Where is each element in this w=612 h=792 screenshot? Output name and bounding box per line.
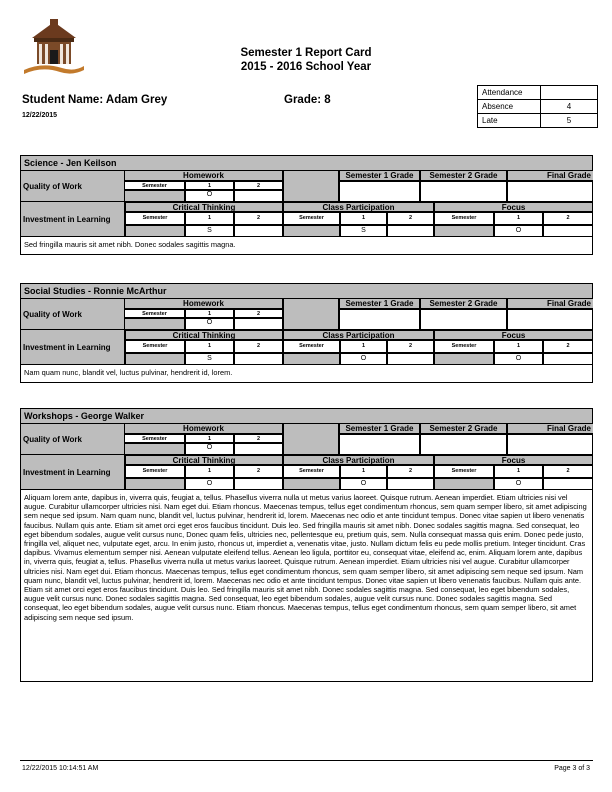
subject-title: Workshops - George Walker <box>21 409 592 424</box>
class-participation-header: Class Participation <box>283 330 434 340</box>
focus-header: Focus <box>434 330 593 340</box>
final-grade-value <box>507 434 593 455</box>
class-participation-value: O <box>340 478 387 490</box>
footer-page: Page 3 of 3 <box>554 765 590 772</box>
semester-label: Semester <box>125 309 185 318</box>
blank-cell <box>125 318 185 330</box>
semester-1-label: 1 <box>185 309 234 318</box>
semester-1-label: 1 <box>185 212 234 225</box>
semester-label: Semester <box>125 212 185 225</box>
semester-1-label: 1 <box>185 434 234 443</box>
semester-2-label: 2 <box>234 181 283 190</box>
semester2-grade-header: Semester 2 Grade <box>420 424 507 434</box>
quality-of-work-label: Quality of Work <box>21 171 125 202</box>
focus-value: O <box>494 353 543 365</box>
subject-title: Social Studies - Ronnie McArthur <box>21 284 592 299</box>
semester-1-label: 1 <box>185 181 234 190</box>
blank-cell <box>125 225 185 237</box>
grey-spacer <box>283 424 339 455</box>
grey-spacer <box>283 171 339 202</box>
focus-header: Focus <box>434 455 593 465</box>
semester-1-label: 1 <box>494 465 543 478</box>
class-participation-value: S <box>340 225 387 237</box>
semester-label: Semester <box>283 212 340 225</box>
semester1-grade-header: Semester 1 Grade <box>339 171 420 181</box>
semester-1-label: 1 <box>185 465 234 478</box>
teacher-comment: Nam quam nunc, blandit vel, luctus pulvinar, hendrerit id, lorem. <box>24 368 233 377</box>
quality-of-work-label: Quality of Work <box>21 424 125 455</box>
subject-section <box>20 408 593 682</box>
class-participation-s2-value <box>387 478 434 490</box>
semester2-grade-header: Semester 2 Grade <box>420 299 507 309</box>
homework-value: O <box>185 190 234 202</box>
final-grade-header: Final Grade <box>507 299 593 309</box>
quality-of-work-label: Quality of Work <box>21 299 125 330</box>
report-title: Semester 1 Report Card <box>240 47 372 59</box>
semester-1-label: 1 <box>340 212 387 225</box>
semester-2-label: 2 <box>543 212 593 225</box>
semester1-grade-header: Semester 1 Grade <box>339 299 420 309</box>
semester-2-label: 2 <box>234 465 283 478</box>
blank-cell <box>283 353 340 365</box>
focus-header: Focus <box>434 202 593 212</box>
investment-label: Investment in Learning <box>21 330 125 365</box>
blank-cell <box>125 353 185 365</box>
semester-2-label: 2 <box>234 340 283 353</box>
teacher-comment: Aliquam lorem ante, dapibus in, viverra quis, feugiat a, tellus. Phasellus viverra nulla ut metus varius laoreet. Quisque rutrum. Aenean imperdiet. Etiam ultricies nisi vel augue. Curabitur ullamcorper ultricies nisi. Nam eget dui. Etiam rhoncus. Maecenas tempus, tellus eget condimentum rhoncus, sem quam semper libero, sit amet adipiscing sem neque sed ipsum. Nam quam nunc, blandit vel, luctus pulvinar, hendrerit id, lorem. Maecenas nec odio et ante tincidunt tempus. Donec vitae sapien ut libero venenatis faucibus. Nullam quis ante. Etiam sit amet orci eget eros faucibus tincidunt. Duis leo. Sed fringilla mauris sit amet nibh. Donec sodales sagittis magna. Sed consequat, leo eget bibendum sodales, augue velit cursus nunc, Donec quam felis, ultricies nec, pellentesque eu, pretium quis, sem. Nulla consequat massa quis enim. Donec pede justo, fringilla vel, aliquet nec, vulputate eget, arcu. In enim justo, rhoncus ut, imperdiet a, venenatis vitae, justo. Nullam dictum felis eu pede mollis pretium. Integer tincidunt. Cras dapibus. Vivamus elementum semper nisi. Aenean vulputate eleifend tellus. Aenean leo ligula, porttitor eu, consequat vitae, eleifend ac, enim. Aliquam lorem ante, dapibus in, viverra quis, feugiat a, tellus. Phasellus viverra nulla ut metus varius laoreet. Quisque rutrum. Aenean imperdiet. Etiam ultricies nisi vel augue. Curabitur ullamcorper ultricies nisi. Nam eget dui. Etiam rhoncus. Maecenas tempus, tellus eget condimentum rhoncus, sem quam semper libero, sit amet adipiscing sem neque sed ipsum. Nam quam nunc, blandit vel, luctus pulvinar, hendrerit id, lorem. Maecenas nec odio et ante tincidunt tempus. Donec vitae sapien ut libero venenatis faucibus. Nullam quis ante. Etiam sit amet orci eget eros faucibus tincidunt. Duis leo. Sed fringilla mauris sit amet nibh. Donec sodales sagittis magna. Sed consequat, leo eget bibendum sodales, augue velit cursus nunc. Donec sodales sagittis magna. Sed consequat, leo eget bibendum sodales, augue velit cursus nunc. Donec sodales sagittis magna. Sed consequat, leo eget bibendum sodales, augue velit cursus nunc. Etiam rhoncus. Maecenas tempus, tellus eget condimentum rhoncus, sem quam semper libero, sit amet adipiscing sem neque sed ipsum. <box>24 493 587 622</box>
homework-header: Homework <box>125 171 283 181</box>
investment-label: Investment in Learning <box>21 202 125 237</box>
absence-label: Absence <box>478 100 541 114</box>
semester-label: Semester <box>125 434 185 443</box>
blank-cell <box>434 225 494 237</box>
attendance-table <box>477 85 598 128</box>
semester-label: Semester <box>125 181 185 190</box>
class-participation-value: O <box>340 353 387 365</box>
semester-2-label: 2 <box>543 465 593 478</box>
blank-cell <box>125 443 185 455</box>
semester-2-label: 2 <box>234 434 283 443</box>
blank-cell <box>125 190 185 202</box>
semester-2-label: 2 <box>543 340 593 353</box>
subject-section <box>20 283 593 383</box>
semester-2-label: 2 <box>387 212 434 225</box>
semester-2-label: 2 <box>387 465 434 478</box>
homework-s2-value <box>234 443 283 455</box>
absence-value: 4 <box>541 100 598 114</box>
critical-thinking-value: O <box>185 478 234 490</box>
grey-spacer <box>283 299 339 330</box>
semester-label: Semester <box>434 465 494 478</box>
blank-cell <box>125 478 185 490</box>
homework-value: O <box>185 318 234 330</box>
homework-header: Homework <box>125 299 283 309</box>
semester-label: Semester <box>283 340 340 353</box>
semester2-grade-value <box>420 309 507 330</box>
critical-thinking-value: S <box>185 225 234 237</box>
final-grade-value <box>507 181 593 202</box>
semester-label: Semester <box>434 340 494 353</box>
semester-label: Semester <box>125 340 185 353</box>
homework-value: O <box>185 443 234 455</box>
critical-thinking-s2-value <box>234 225 283 237</box>
attendance-title: Attendance <box>478 86 541 100</box>
grade-level: Grade: 8 <box>284 94 331 106</box>
student-name: Student Name: Adam Grey <box>22 94 168 106</box>
final-grade-header: Final Grade <box>507 171 593 181</box>
semester2-grade-header: Semester 2 Grade <box>420 171 507 181</box>
semester1-grade-value <box>339 434 420 455</box>
homework-header: Homework <box>125 424 283 434</box>
semester2-grade-value <box>420 181 507 202</box>
final-grade-header: Final Grade <box>507 424 593 434</box>
semester-1-label: 1 <box>340 340 387 353</box>
report-date: 12/22/2015 <box>22 112 58 119</box>
critical-thinking-s2-value <box>234 353 283 365</box>
school-year: 2015 - 2016 School Year <box>240 61 372 73</box>
semester-1-label: 1 <box>494 340 543 353</box>
focus-value: O <box>494 478 543 490</box>
semester-2-label: 2 <box>234 309 283 318</box>
class-participation-s2-value <box>387 225 434 237</box>
semester2-grade-value <box>420 434 507 455</box>
critical-thinking-header: Critical Thinking <box>125 455 283 465</box>
homework-s2-value <box>234 190 283 202</box>
semester1-grade-value <box>339 309 420 330</box>
blank-cell <box>283 478 340 490</box>
footer-divider <box>20 760 593 761</box>
subject-section <box>20 155 593 255</box>
critical-thinking-header: Critical Thinking <box>125 330 283 340</box>
semester-2-label: 2 <box>387 340 434 353</box>
semester1-grade-value <box>339 181 420 202</box>
blank-cell <box>434 478 494 490</box>
late-label: Late <box>478 114 541 128</box>
semester-1-label: 1 <box>185 340 234 353</box>
late-value: 5 <box>541 114 598 128</box>
semester-1-label: 1 <box>494 212 543 225</box>
semester-label: Semester <box>125 465 185 478</box>
critical-thinking-value: S <box>185 353 234 365</box>
class-participation-s2-value <box>387 353 434 365</box>
class-participation-header: Class Participation <box>283 202 434 212</box>
semester1-grade-header: Semester 1 Grade <box>339 424 420 434</box>
homework-s2-value <box>234 318 283 330</box>
semester-1-label: 1 <box>340 465 387 478</box>
critical-thinking-s2-value <box>234 478 283 490</box>
subject-title: Science - Jen Keilson <box>21 156 592 171</box>
final-grade-value <box>507 309 593 330</box>
blank-cell <box>283 225 340 237</box>
teacher-comment: Sed fringilla mauris sit amet nibh. Donec sodales sagittis magna. <box>24 240 236 249</box>
semester-label: Semester <box>283 465 340 478</box>
footer-timestamp: 12/22/2015 10:14:51 AM <box>22 765 99 772</box>
semester-label: Semester <box>434 212 494 225</box>
focus-s2-value <box>543 353 593 365</box>
focus-s2-value <box>543 225 593 237</box>
investment-label: Investment in Learning <box>21 455 125 490</box>
class-participation-header: Class Participation <box>283 455 434 465</box>
focus-s2-value <box>543 478 593 490</box>
critical-thinking-header: Critical Thinking <box>125 202 283 212</box>
blank-cell <box>434 353 494 365</box>
focus-value: O <box>494 225 543 237</box>
semester-2-label: 2 <box>234 212 283 225</box>
